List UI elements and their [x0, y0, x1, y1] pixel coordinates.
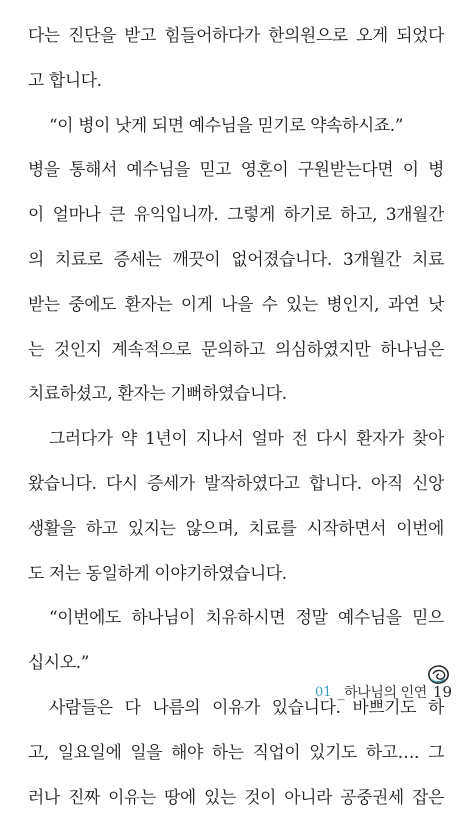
text-line: 고, 일요일에 일을 해야 하는 직업이 있기도 하고…. 그: [28, 741, 444, 762]
text-line: 사람들은 다 나름의 이유가 있습니다. 바쁘기도 하: [49, 696, 444, 717]
text-line: 고 합니다.: [28, 69, 102, 90]
text-line: 십시오.”: [28, 652, 90, 673]
text-line: 이 얼마나 큰 유익입니까. 그렇게 하기로 하고, 3개월간: [28, 204, 444, 225]
text-line: 다는 진단을 받고 힘들어하다가 한의원으로 오게 되었다: [28, 25, 444, 45]
text-line: 러나 진짜 이유는 땅에 있는 것이 아니라 공중권세 잡은: [28, 786, 444, 807]
text-line: 받는 중에도 환자는 이게 나을 수 있는 병인지, 과연 낫: [28, 293, 444, 314]
text-line: “이번에도 하나님이 치유하시면 정말 예수님을 믿으: [49, 607, 444, 628]
page-footer: [315, 672, 452, 712]
text-line: 그러다가 약 1년이 지나서 얼마 전 다시 환자가 찾아: [49, 428, 444, 449]
page-number: 19: [432, 683, 452, 701]
text-line: 도 저는 동일하게 이야기하였습니다.: [28, 562, 287, 583]
text-line: 왔습니다. 다시 증세가 발작하였다고 합니다. 아직 신앙: [28, 472, 444, 493]
chapter-number: 01: [314, 684, 332, 700]
chapter-title: _하나님의 인연: [337, 685, 427, 701]
text-line: 의 치료로 증세는 깨끗이 없어졌습니다. 3개월간 치료: [28, 248, 444, 269]
text-line: 는 것인지 계속적으로 문의하고 의심하였지만 하나님은: [28, 338, 444, 359]
text-line: 병을 통해서 예수님을 믿고 영혼이 구원받는다면 이 병: [28, 159, 444, 180]
text-line: 치료하셨고, 환자는 기뻐하였습니다.: [28, 383, 287, 404]
text-line: “이 병이 낫게 되면 예수님을 믿기로 약속하시죠.”: [49, 114, 404, 135]
text-line: 생활을 하고 있지는 않으며, 치료를 시작하면서 이번에: [28, 517, 444, 538]
